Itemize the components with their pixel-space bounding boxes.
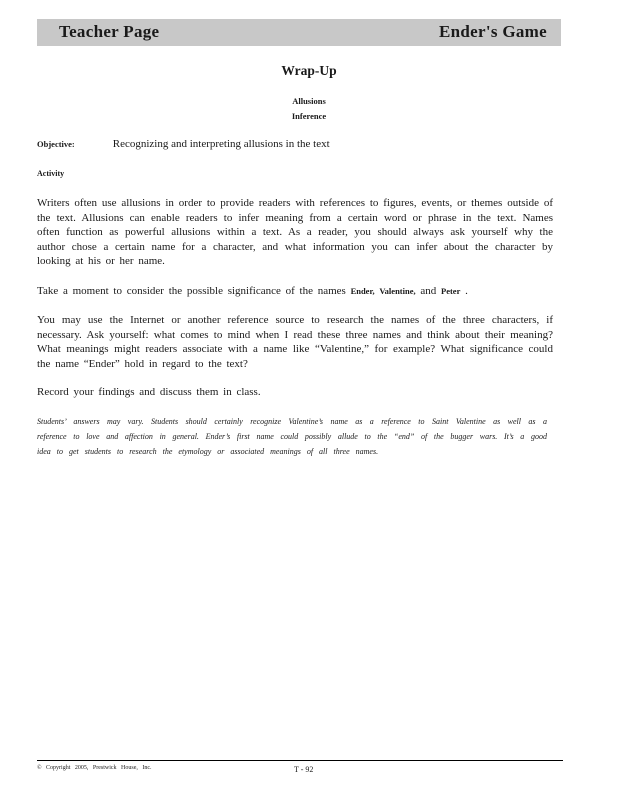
paragraph-period: . bbox=[465, 285, 468, 297]
paragraph-allusions-intro: Writers often use allusions in order to provide readers with references to figures, events, or themes outside of the text. Allusions can enable readers to infer meaning from a certain word or phrase in the text. Names often function as powerful allusions within a text. As a reader, you should always ask yourself why the author chose a certain name for a character, and what information you can infer about the character by looking at his or her name. bbox=[37, 197, 553, 267]
teacher-answer: Students’ answers may vary. Students should certainly recognize Valentine’s name as a reference to Saint Valentine as well as a reference to love and affection in general. Ender’s first name could possibly allude to the “end” of the bugger wars. It’s a good idea to get students to research the etymology or associated meanings of all three names. bbox=[37, 417, 547, 456]
name-ender: Ender, bbox=[350, 286, 375, 296]
paragraph-text: Take a moment to consider the possible significance of the names bbox=[37, 285, 346, 297]
name-valentine: Valentine, bbox=[379, 286, 416, 296]
paragraph-record-findings: Record your findings and discuss them in class. bbox=[37, 386, 261, 398]
header-right-title: Ender's Game bbox=[439, 22, 547, 41]
header-bar bbox=[37, 19, 561, 46]
subtitle-allusions: Allusions bbox=[292, 96, 326, 106]
paragraph-research: You may use the Internet or another reference source to research the names of the three characters, if necessary. Ask yourself: what comes to mind when I read these three names and think about their meaning? What meanings might readers associate with a name like “Valentine,” for example? What significance could the name “Ender” hold in regard to the text? bbox=[37, 314, 553, 370]
objective-label: Objective: bbox=[37, 139, 75, 149]
header-left-title: Teacher Page bbox=[59, 22, 160, 41]
paragraph-consider-names bbox=[37, 284, 553, 299]
conjunction-and: and bbox=[420, 285, 437, 297]
activity-label: Activity bbox=[37, 169, 65, 178]
page-number: T - 92 bbox=[294, 765, 314, 774]
copyright: © Copyright 2005, Prestwick House, Inc. bbox=[37, 765, 152, 771]
objective bbox=[37, 138, 330, 150]
page-title: Wrap-Up bbox=[281, 63, 337, 78]
objective-text: Recognizing and interpreting allusions in the text bbox=[112, 138, 330, 150]
subtitle-inference: Inference bbox=[291, 111, 327, 121]
footer-divider bbox=[37, 760, 563, 761]
name-peter: Peter bbox=[441, 286, 461, 296]
